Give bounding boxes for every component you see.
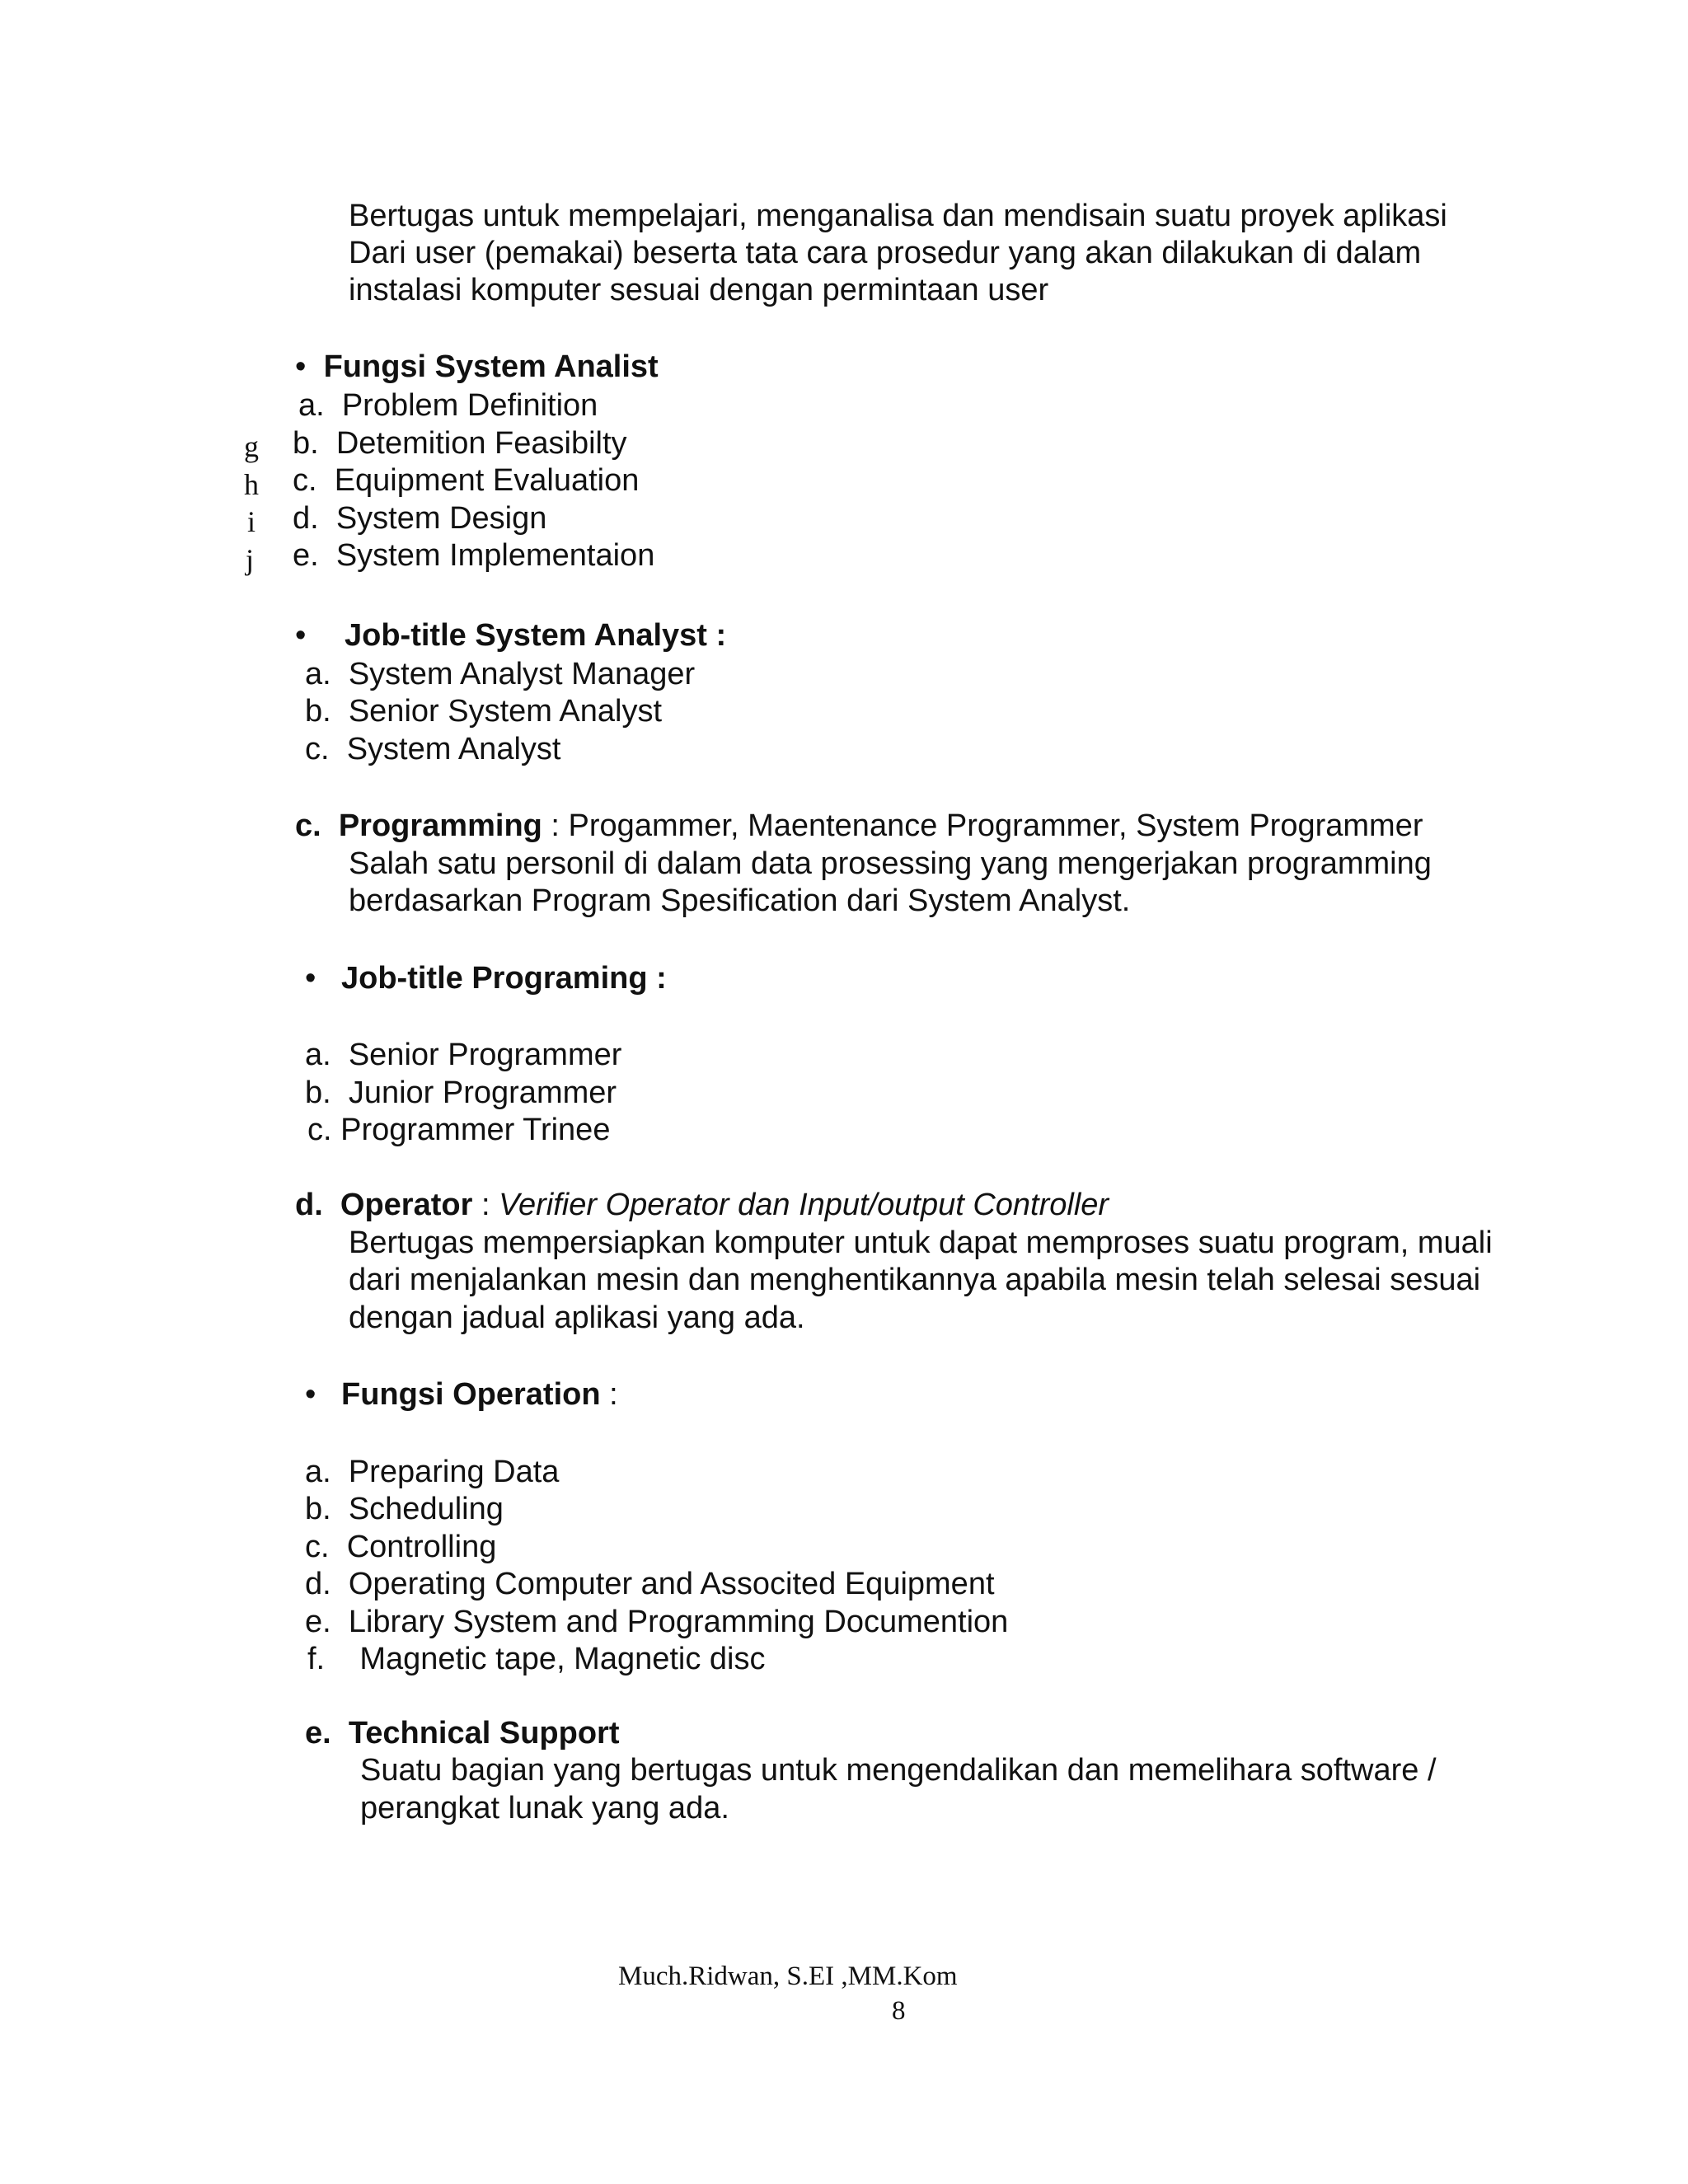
list-item: c. Equipment Evaluation (293, 463, 640, 498)
fungsi-operation-heading (305, 1376, 618, 1413)
list-item: e. System Implementaion (293, 538, 655, 573)
programming-title: Programming (338, 808, 542, 843)
list-item: e. Library System and Programming Documention (305, 1605, 1009, 1639)
heading-text: Job-title Programing : (341, 961, 667, 996)
operator-heading (295, 1187, 1109, 1223)
footer-author: Much.Ridwan, S.EI ,MM.Kom (618, 1961, 958, 1991)
page-number: 8 (892, 1996, 906, 2026)
list-item: f. Magnetic tape, Magnetic disc (307, 1642, 766, 1676)
programming-desc-2: berdasarkan Program Spesification dari System Analyst. (349, 883, 1131, 918)
section-marker: e. (305, 1716, 331, 1750)
margin-letter: g (244, 430, 259, 463)
operator-subtitle: Verifier Operator dan Input/output Controller (499, 1188, 1109, 1222)
heading-text: Fungsi Operation (341, 1377, 601, 1412)
bullet-icon: • (305, 1377, 316, 1412)
operator-desc-1: Bertugas mempersiapkan komputer untuk dapat memproses suatu program, muali (349, 1226, 1493, 1260)
intro-line-1: Bertugas untuk mempelajari, menganalisa dan mendisain suatu proyek aplikasi (349, 199, 1447, 233)
list-item: c. Programmer Trinee (307, 1113, 611, 1147)
margin-letter: j (246, 543, 255, 576)
programming-subtitle: : Progammer, Maentenance Programmer, System Programmer (542, 808, 1423, 843)
bullet-icon: • (305, 961, 316, 996)
list-item: b. Detemition Feasibilty (293, 426, 627, 461)
intro-line-2: Dari user (pemakai) beserta tata cara prosedur yang akan dilakukan di dalam (349, 236, 1422, 270)
list-item: c. System Analyst (305, 732, 561, 766)
list-item: a. System Analyst Manager (305, 657, 696, 691)
programming-desc-1: Salah satu personil di dalam data prosessing yang mengerjakan programming (349, 846, 1432, 881)
section-marker: c. (295, 808, 321, 843)
operator-desc-3: dengan jadual aplikasi yang ada. (349, 1301, 805, 1335)
bullet-icon: • (295, 349, 307, 384)
heading-suffix: : (600, 1377, 618, 1412)
programming-heading (295, 808, 1423, 844)
jobtitle-system-analyst-heading (295, 617, 726, 654)
margin-letter: h (244, 468, 259, 501)
section-marker: d. (295, 1188, 323, 1222)
list-item: c. Controlling (305, 1530, 497, 1564)
operator-colon: : (472, 1188, 499, 1222)
list-item: d. Operating Computer and Associted Equipment (305, 1567, 995, 1601)
jobtitle-programing-heading (305, 960, 667, 996)
technical-support-title: Technical Support (348, 1716, 620, 1750)
heading-text: Job-title System Analyst : (345, 618, 727, 653)
fungsi-system-analist-heading (295, 349, 659, 385)
bullet-icon: • (295, 618, 307, 653)
operator-desc-2: dari menjalankan mesin dan menghentikannya apabila mesin telah selesai sesuai (349, 1263, 1481, 1297)
heading-text: Fungsi System Analist (323, 349, 659, 384)
list-item: b. Junior Programmer (305, 1076, 617, 1110)
list-item: b. Scheduling (305, 1492, 504, 1526)
technical-support-heading (305, 1715, 620, 1751)
operator-title: Operator (340, 1188, 473, 1222)
margin-letter: i (247, 505, 256, 538)
list-item: a. Preparing Data (305, 1455, 560, 1489)
list-item: b. Senior System Analyst (305, 694, 662, 729)
intro-line-3: instalasi komputer sesuai dengan permintaan user (349, 273, 1049, 307)
list-item: a. Problem Definition (298, 388, 598, 423)
list-item: a. Senior Programmer (305, 1038, 622, 1072)
list-item: d. System Design (293, 501, 547, 536)
technical-support-desc-2: perangkat lunak yang ada. (360, 1791, 729, 1825)
technical-support-desc-1: Suatu bagian yang bertugas untuk mengendalikan dan memelihara software / (360, 1753, 1437, 1788)
